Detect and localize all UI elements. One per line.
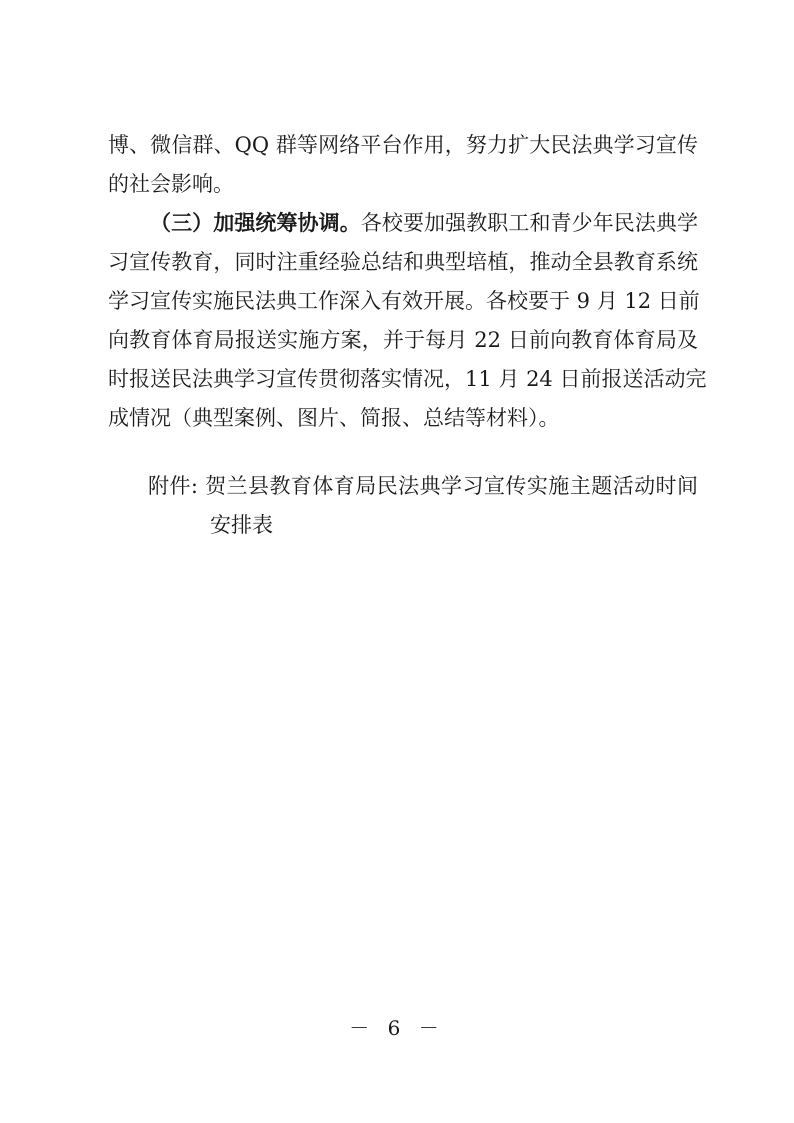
paragraph-line: 习宣传教育，同时注重经验总结和典型培植，推动全县教育系统 [108,250,698,274]
paragraph-line: 成情况（典型案例、图片、简报、总结等材料）。 [108,406,560,430]
paragraph-line: 博、微信群、QQ 群等网络平台作用，努力扩大民法典学习宣传 [108,133,698,157]
paragraph-line: 学习宣传实施民法典工作深入有效开展。各校要于 9 月 12 日前 [108,289,700,313]
attachment-title: 附件: 贺兰县教育体育局民法典学习宣传实施主题活动时间 [148,474,698,498]
section-first-line [150,209,698,237]
section-text: 各校要加强教职工和青少年民法典学 [360,211,699,235]
paragraph-line: 时报送民法典学习宣传贯彻落实情况，11 月 24 日前报送活动完 [108,367,707,391]
paragraph-line: 的社会影响。 [108,172,234,196]
page-number: － 6 － [349,1016,445,1040]
paragraph-line: 向教育体育局报送实施方案，并于每月 22 日前向教育体育局及 [108,328,698,352]
attachment-title-continued: 安排表 [210,513,273,537]
section-heading: （三）加强统筹协调。 [150,211,361,235]
